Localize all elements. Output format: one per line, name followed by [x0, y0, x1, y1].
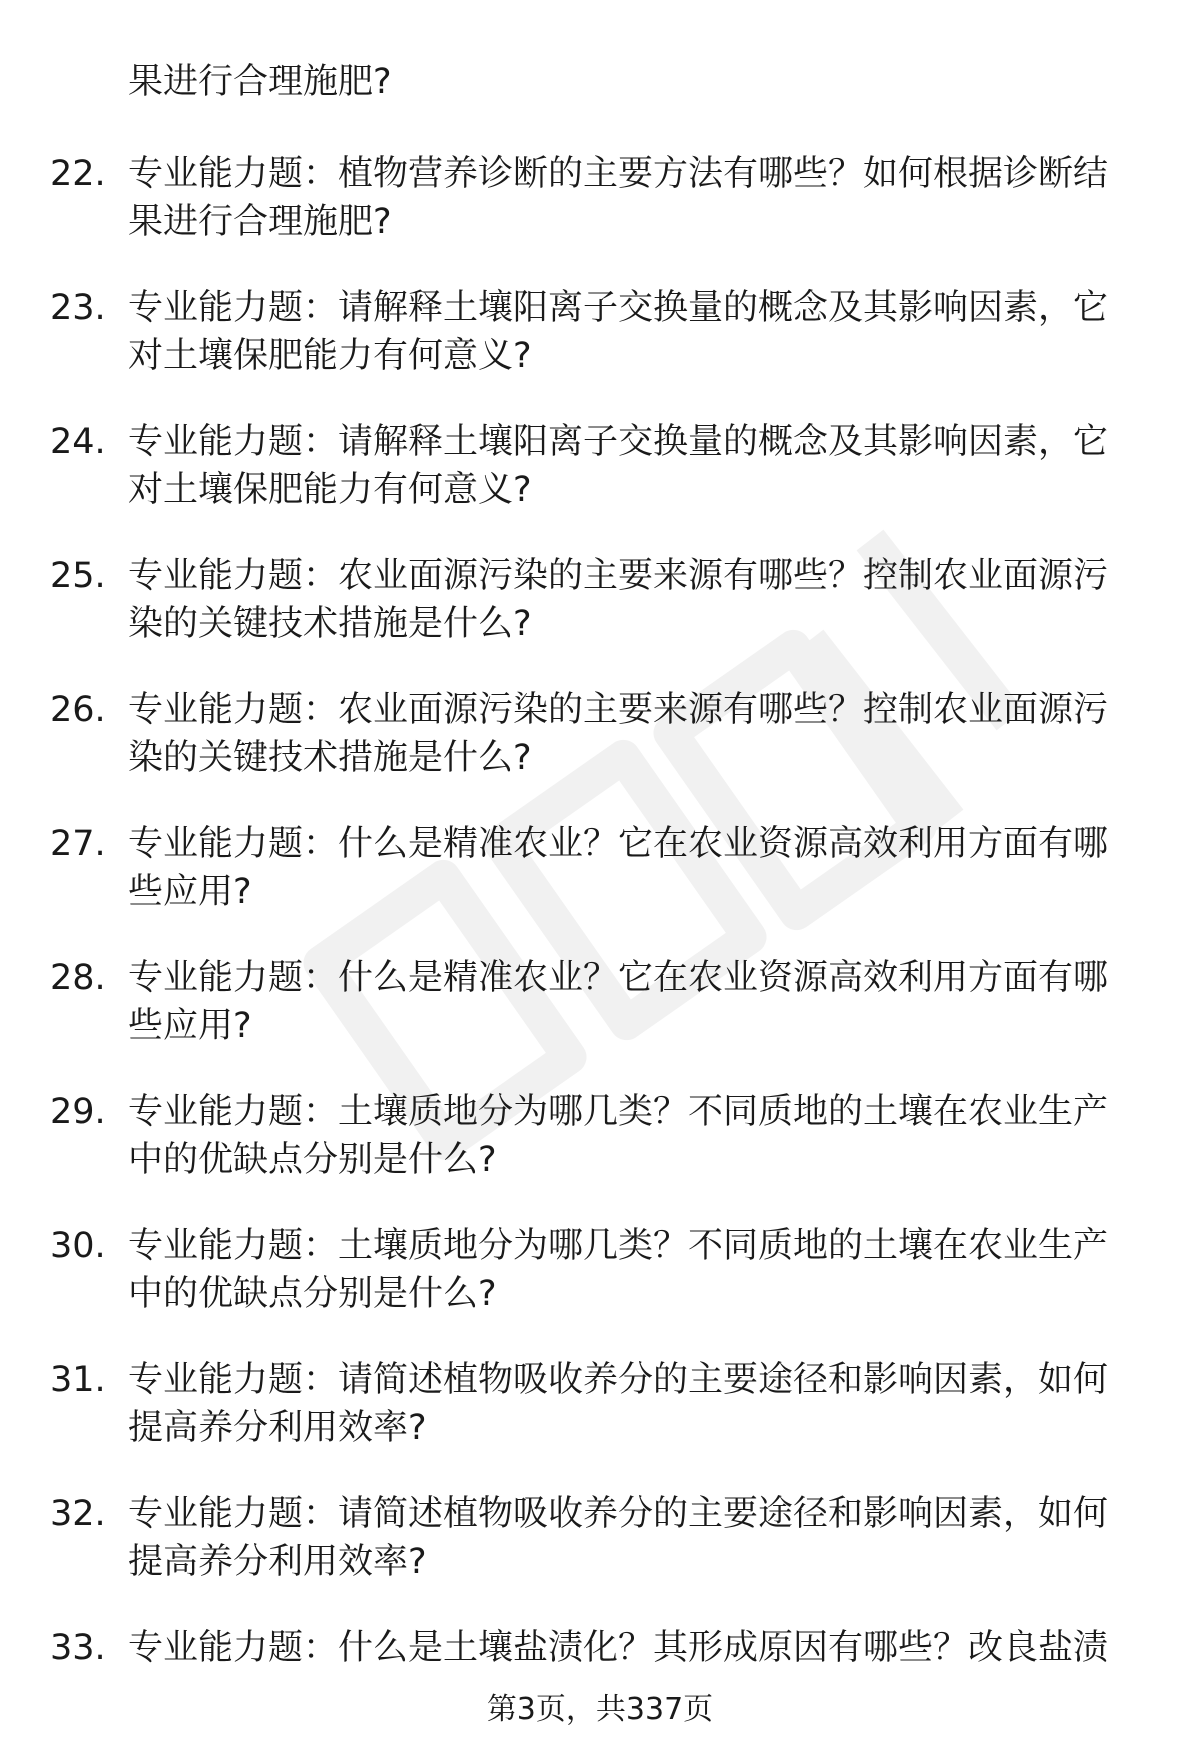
- question-number: 26.: [50, 690, 106, 730]
- question-number: 30.: [50, 1226, 106, 1266]
- question-number: 23.: [50, 288, 106, 328]
- continuation-text: 果进行合理施肥?: [128, 62, 392, 102]
- question-item: [0, 686, 1200, 820]
- question-list: [0, 150, 1200, 1758]
- question-item: [0, 284, 1200, 418]
- question-number: 32.: [50, 1494, 106, 1534]
- question-number: 33.: [50, 1628, 106, 1668]
- question-text: 专业能力题：什么是土壤盐渍化？其形成原因有哪些？改良盐渍: [128, 1628, 1109, 1668]
- question-text: 专业能力题：土壤质地分为哪几类？不同质地的土壤在农业生产中的优缺点分别是什么?: [128, 1092, 1109, 1180]
- question-item: [0, 1222, 1200, 1356]
- question-number: 24.: [50, 422, 106, 462]
- question-number: 25.: [50, 556, 106, 596]
- question-item: [0, 418, 1200, 552]
- question-text: 专业能力题：请解释土壤阳离子交换量的概念及其影响因素，它对土壤保肥能力有何意义?: [128, 288, 1109, 376]
- question-number: 31.: [50, 1360, 106, 1400]
- page-footer: 第3页，共337页: [486, 1692, 714, 1727]
- question-number: 27.: [50, 824, 106, 864]
- question-item: [0, 820, 1200, 954]
- question-number: 22.: [50, 154, 106, 194]
- question-number: 28.: [50, 958, 106, 998]
- question-text: 专业能力题：请解释土壤阳离子交换量的概念及其影响因素，它对土壤保肥能力有何意义?: [128, 422, 1109, 510]
- question-text: 专业能力题：什么是精准农业？它在农业资源高效利用方面有哪些应用?: [128, 958, 1109, 1046]
- question-text: 专业能力题：农业面源污染的主要来源有哪些？控制农业面源污染的关键技术措施是什么?: [128, 556, 1109, 644]
- question-item: [0, 954, 1200, 1088]
- question-number: 29.: [50, 1092, 106, 1132]
- question-item: [0, 1490, 1200, 1624]
- question-text: 专业能力题：植物营养诊断的主要方法有哪些？如何根据诊断结果进行合理施肥?: [128, 154, 1109, 242]
- question-text: 专业能力题：土壤质地分为哪几类？不同质地的土壤在农业生产中的优缺点分别是什么?: [128, 1226, 1109, 1314]
- question-item: [0, 150, 1200, 284]
- question-text: 专业能力题：请简述植物吸收养分的主要途径和影响因素，如何提高养分利用效率?: [128, 1494, 1109, 1582]
- question-item: [0, 1356, 1200, 1490]
- question-text: 专业能力题：请简述植物吸收养分的主要途径和影响因素，如何提高养分利用效率?: [128, 1360, 1109, 1448]
- question-item: [0, 552, 1200, 686]
- question-text: 专业能力题：农业面源污染的主要来源有哪些？控制农业面源污染的关键技术措施是什么?: [128, 690, 1109, 778]
- question-item: [0, 1088, 1200, 1222]
- question-text: 专业能力题：什么是精准农业？它在农业资源高效利用方面有哪些应用?: [128, 824, 1109, 912]
